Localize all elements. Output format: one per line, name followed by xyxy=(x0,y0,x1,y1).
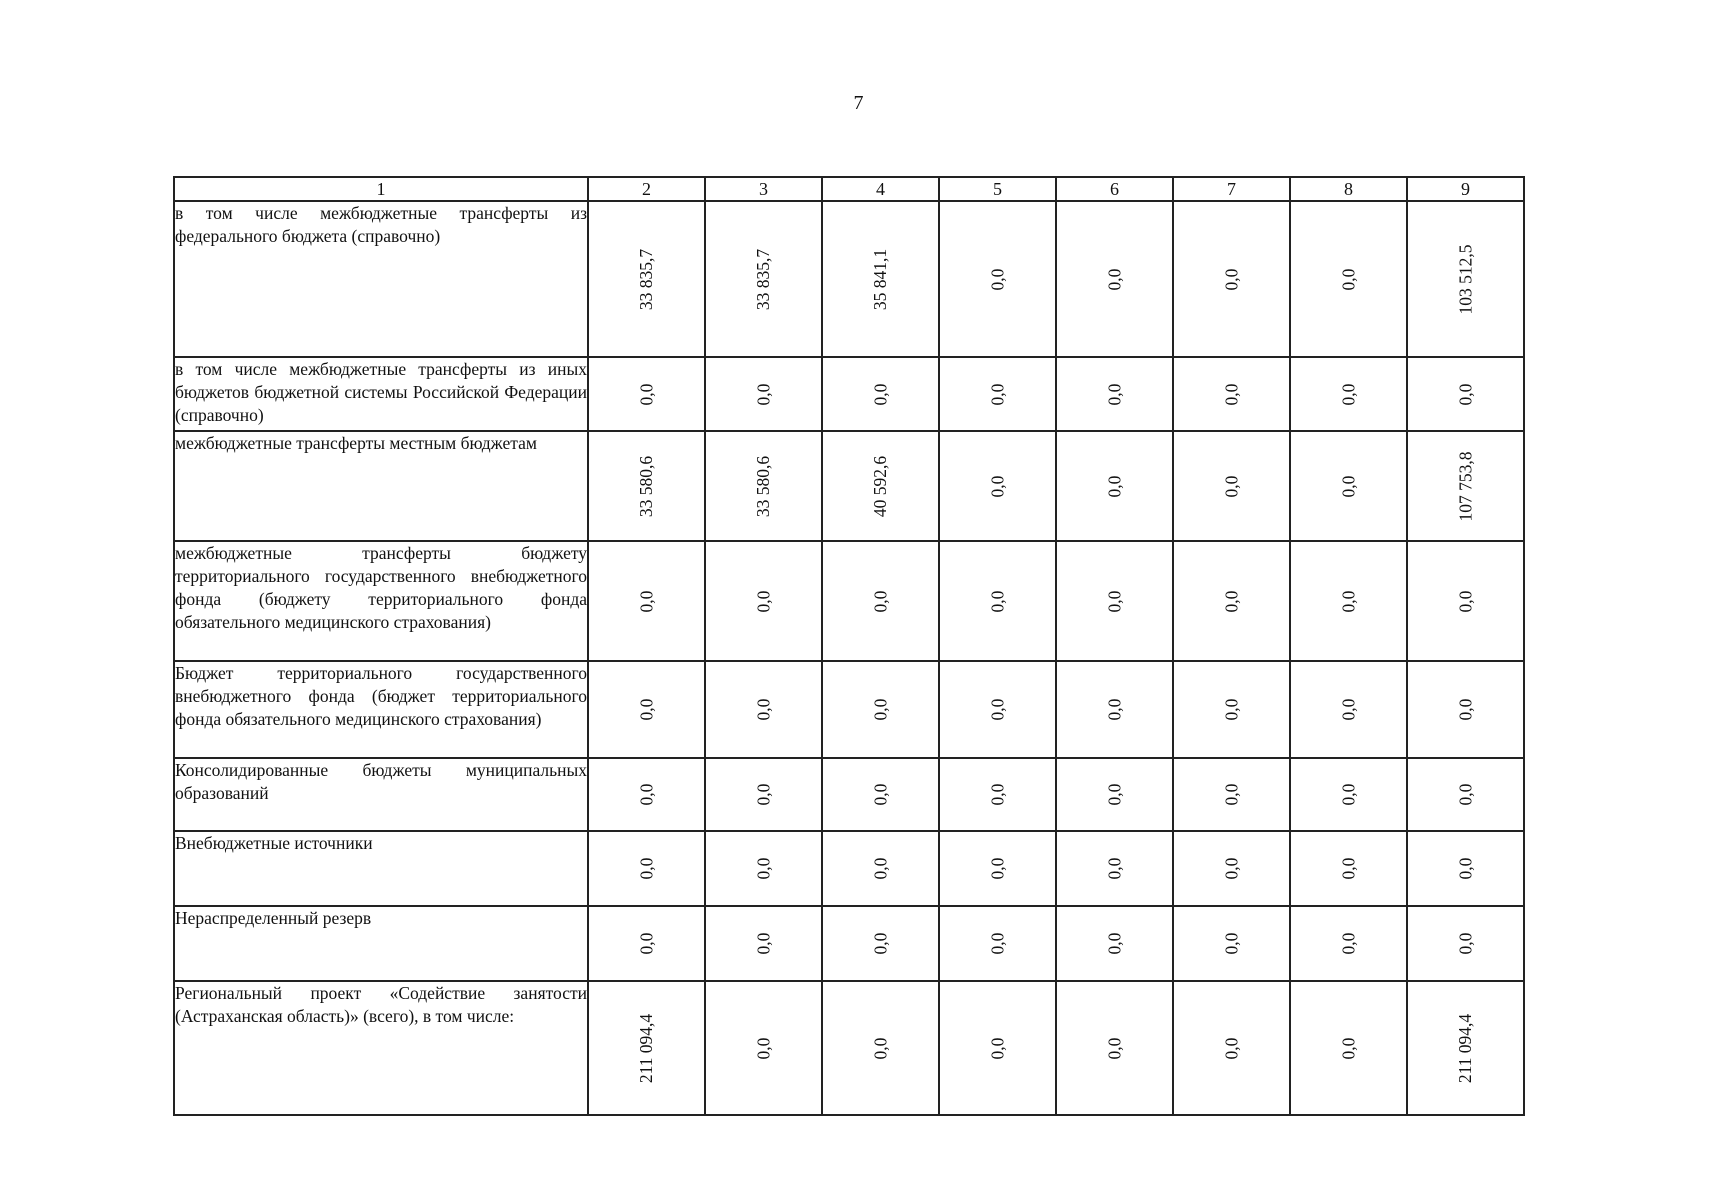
value-cell xyxy=(1173,541,1290,661)
row-label: в том числе межбюджетные трансферты из федерального бюджета (справочно) xyxy=(174,201,588,357)
cell-value: 0,0 xyxy=(753,932,773,955)
cell-value: 0,0 xyxy=(987,1037,1007,1059)
row-label: Консолидированные бюджеты муниципальных образований xyxy=(174,758,588,831)
row-label: межбюджетные трансферты бюджету территориального государственного внебюджетного фонда (бюджету территориального фонда обязательного медицинского страхования) xyxy=(174,541,588,661)
value-cell xyxy=(822,661,939,758)
value-cell xyxy=(705,906,822,981)
value-cell xyxy=(705,661,822,758)
value-cell xyxy=(1407,906,1524,981)
cell-value: 0,0 xyxy=(1221,268,1241,290)
cell-value: 0,0 xyxy=(1221,383,1241,405)
column-header: 5 xyxy=(939,177,1056,201)
row-label: Региональный проект «Содействие занятости (Астраханская область)» (всего), в том числе: xyxy=(174,981,588,1115)
value-cell xyxy=(588,981,705,1115)
value-cell xyxy=(939,831,1056,906)
value-cell xyxy=(1173,831,1290,906)
cell-value: 40 592,6 xyxy=(870,455,890,517)
row-label: в том числе межбюджетные трансферты из иных бюджетов бюджетной системы Российской Федерации (справочно) xyxy=(174,357,588,431)
value-cell xyxy=(822,906,939,981)
table-row xyxy=(174,981,1524,1115)
value-cell xyxy=(588,201,705,357)
cell-value: 0,0 xyxy=(987,698,1007,721)
cell-value: 0,0 xyxy=(1338,268,1358,290)
column-header: 1 xyxy=(174,177,588,201)
cell-value: 0,0 xyxy=(1338,698,1358,721)
cell-value: 0,0 xyxy=(1104,698,1124,721)
cell-value: 0,0 xyxy=(753,1037,773,1059)
value-cell xyxy=(1407,541,1524,661)
value-cell xyxy=(1290,201,1407,357)
cell-value: 0,0 xyxy=(1455,857,1475,880)
row-label: межбюджетные трансферты местным бюджетам xyxy=(174,431,588,541)
cell-value: 0,0 xyxy=(1104,857,1124,880)
cell-value: 0,0 xyxy=(987,857,1007,880)
cell-value: 0,0 xyxy=(1104,932,1124,955)
column-header: 6 xyxy=(1056,177,1173,201)
cell-value: 0,0 xyxy=(1338,383,1358,405)
table-row xyxy=(174,201,1524,357)
value-cell xyxy=(822,831,939,906)
cell-value: 0,0 xyxy=(870,698,890,721)
cell-value: 211 094,4 xyxy=(1454,1013,1475,1083)
value-cell xyxy=(1407,661,1524,758)
value-cell xyxy=(939,541,1056,661)
table-row xyxy=(174,431,1524,541)
cell-value: 0,0 xyxy=(1104,383,1124,405)
value-cell xyxy=(1056,541,1173,661)
cell-value: 0,0 xyxy=(753,383,773,405)
cell-value: 211 094,4 xyxy=(635,1013,656,1083)
cell-value: 0,0 xyxy=(1221,783,1241,806)
value-cell xyxy=(1173,357,1290,431)
value-cell xyxy=(1056,831,1173,906)
value-cell xyxy=(1173,758,1290,831)
cell-value: 0,0 xyxy=(636,383,656,405)
cell-value: 0,0 xyxy=(987,475,1007,497)
value-cell xyxy=(1290,357,1407,431)
value-cell xyxy=(822,201,939,357)
value-cell xyxy=(1173,661,1290,758)
column-header: 8 xyxy=(1290,177,1407,201)
cell-value: 0,0 xyxy=(1338,1037,1358,1059)
value-cell xyxy=(1056,357,1173,431)
budget-table xyxy=(173,176,1525,1116)
table-row xyxy=(174,541,1524,661)
cell-value: 0,0 xyxy=(1104,1037,1124,1059)
value-cell xyxy=(1290,906,1407,981)
cell-value: 107 753,8 xyxy=(1455,451,1475,521)
cell-value: 33 835,7 xyxy=(636,248,656,310)
value-cell xyxy=(939,981,1056,1115)
value-cell xyxy=(1056,661,1173,758)
value-cell xyxy=(822,758,939,831)
value-cell xyxy=(705,758,822,831)
cell-value: 0,0 xyxy=(1104,475,1124,497)
column-header: 2 xyxy=(588,177,705,201)
cell-value: 0,0 xyxy=(1338,783,1358,806)
value-cell xyxy=(822,541,939,661)
row-label: Внебюджетные источники xyxy=(174,831,588,906)
column-header: 4 xyxy=(822,177,939,201)
value-cell xyxy=(939,758,1056,831)
value-cell xyxy=(588,661,705,758)
row-label: Нераспределенный резерв xyxy=(174,906,588,981)
value-cell xyxy=(588,831,705,906)
cell-value: 0,0 xyxy=(1221,475,1241,497)
column-header: 7 xyxy=(1173,177,1290,201)
value-cell xyxy=(1290,661,1407,758)
cell-value: 0,0 xyxy=(870,383,890,405)
value-cell xyxy=(1173,201,1290,357)
table-row xyxy=(174,357,1524,431)
cell-value: 0,0 xyxy=(987,783,1007,806)
cell-value: 0,0 xyxy=(636,857,656,880)
value-cell xyxy=(1056,981,1173,1115)
column-number-row xyxy=(174,177,1524,201)
cell-value: 0,0 xyxy=(1455,783,1475,806)
cell-value: 0,0 xyxy=(1338,857,1358,880)
value-cell xyxy=(939,357,1056,431)
cell-value: 33 580,6 xyxy=(636,455,656,517)
value-cell xyxy=(1173,981,1290,1115)
value-cell xyxy=(1056,431,1173,541)
column-header: 9 xyxy=(1407,177,1524,201)
table-row xyxy=(174,758,1524,831)
value-cell xyxy=(1173,906,1290,981)
value-cell xyxy=(1290,541,1407,661)
cell-value: 0,0 xyxy=(987,590,1007,612)
value-cell xyxy=(1290,431,1407,541)
cell-value: 0,0 xyxy=(753,698,773,721)
cell-value: 0,0 xyxy=(1104,783,1124,806)
cell-value: 0,0 xyxy=(753,590,773,612)
cell-value: 0,0 xyxy=(987,383,1007,405)
value-cell xyxy=(1407,831,1524,906)
value-cell xyxy=(705,541,822,661)
row-label: Бюджет территориального государственного внебюджетного фонда (бюджет территориального фонда обязательного медицинского страхования) xyxy=(174,661,588,758)
cell-value: 0,0 xyxy=(870,590,890,612)
cell-value: 33 835,7 xyxy=(753,248,773,310)
value-cell xyxy=(588,758,705,831)
cell-value: 35 841,1 xyxy=(870,248,890,310)
value-cell xyxy=(1290,981,1407,1115)
value-cell xyxy=(939,431,1056,541)
cell-value: 0,0 xyxy=(636,698,656,721)
value-cell xyxy=(822,357,939,431)
cell-value: 0,0 xyxy=(1455,383,1475,405)
cell-value: 0,0 xyxy=(636,590,656,612)
cell-value: 0,0 xyxy=(1221,857,1241,880)
cell-value: 0,0 xyxy=(870,932,890,955)
cell-value: 0,0 xyxy=(870,783,890,806)
cell-value: 0,0 xyxy=(1221,932,1241,955)
value-cell xyxy=(588,431,705,541)
cell-value: 0,0 xyxy=(1455,932,1475,955)
cell-value: 0,0 xyxy=(636,932,656,955)
cell-value: 0,0 xyxy=(1104,268,1124,290)
table-body xyxy=(174,201,1524,1115)
value-cell xyxy=(822,431,939,541)
value-cell xyxy=(588,357,705,431)
cell-value: 0,0 xyxy=(987,268,1007,290)
value-cell xyxy=(705,431,822,541)
cell-value: 0,0 xyxy=(1338,932,1358,955)
value-cell xyxy=(939,201,1056,357)
cell-value: 103 512,5 xyxy=(1455,244,1475,314)
value-cell xyxy=(705,831,822,906)
cell-value: 0,0 xyxy=(1338,475,1358,497)
value-cell xyxy=(1407,758,1524,831)
cell-value: 0,0 xyxy=(870,1037,890,1059)
table-row xyxy=(174,906,1524,981)
page-number: 7 xyxy=(853,92,864,114)
cell-value: 0,0 xyxy=(1104,590,1124,612)
table-row xyxy=(174,661,1524,758)
cell-value: 0,0 xyxy=(1221,590,1241,612)
cell-value: 33 580,6 xyxy=(753,455,773,517)
value-cell xyxy=(705,357,822,431)
cell-value: 0,0 xyxy=(1221,1037,1241,1059)
value-cell xyxy=(588,541,705,661)
cell-value: 0,0 xyxy=(987,932,1007,955)
value-cell xyxy=(1407,431,1524,541)
cell-value: 0,0 xyxy=(1221,698,1241,721)
value-cell xyxy=(939,906,1056,981)
value-cell xyxy=(822,981,939,1115)
cell-value: 0,0 xyxy=(870,857,890,880)
value-cell xyxy=(588,906,705,981)
cell-value: 0,0 xyxy=(636,783,656,806)
column-header: 3 xyxy=(705,177,822,201)
value-cell xyxy=(1290,831,1407,906)
value-cell xyxy=(1056,201,1173,357)
value-cell xyxy=(939,661,1056,758)
cell-value: 0,0 xyxy=(1455,590,1475,612)
value-cell xyxy=(705,201,822,357)
cell-value: 0,0 xyxy=(1338,590,1358,612)
cell-value: 0,0 xyxy=(1455,698,1475,721)
value-cell xyxy=(1056,758,1173,831)
table-row xyxy=(174,831,1524,906)
value-cell xyxy=(1407,201,1524,357)
value-cell xyxy=(1407,981,1524,1115)
cell-value: 0,0 xyxy=(753,783,773,806)
value-cell xyxy=(1290,758,1407,831)
value-cell xyxy=(1407,357,1524,431)
value-cell xyxy=(1173,431,1290,541)
value-cell xyxy=(705,981,822,1115)
cell-value: 0,0 xyxy=(753,857,773,880)
value-cell xyxy=(1056,906,1173,981)
